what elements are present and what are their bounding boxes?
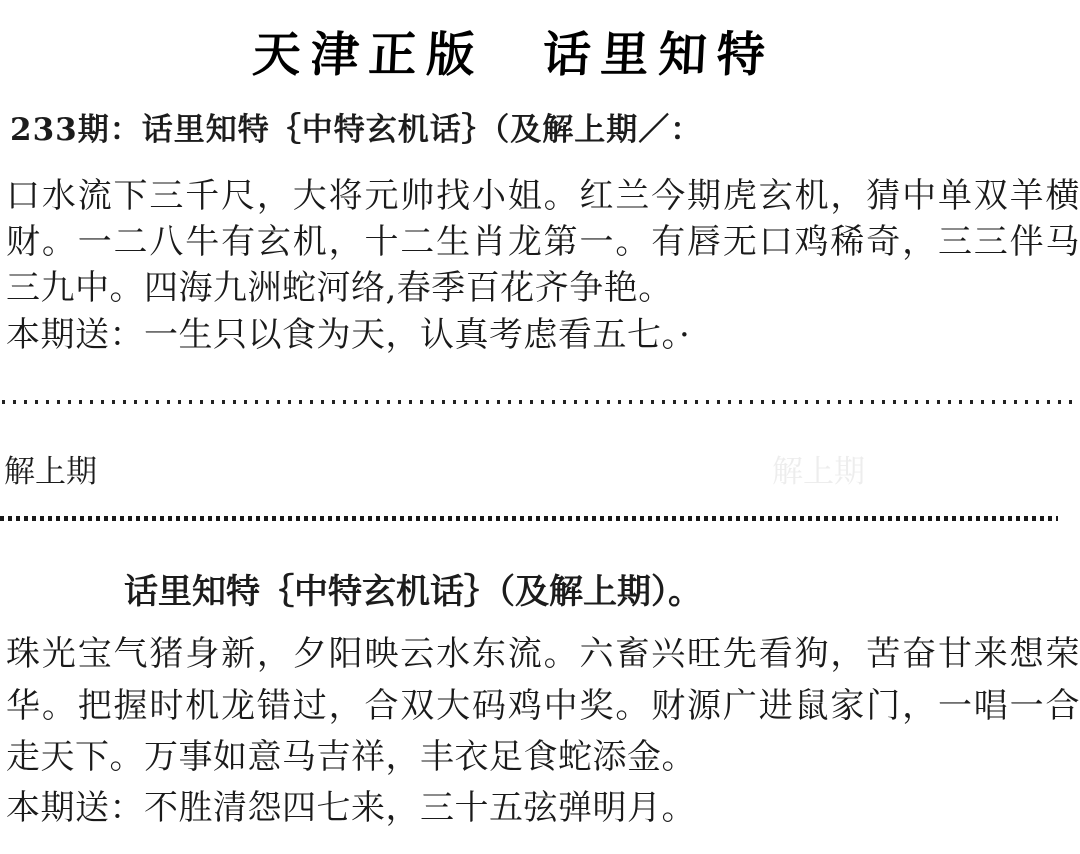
section2-line: 珠光宝气猪身新，夕阳映云水东流。六畜兴旺先看狗，苦奋甘来想荣 [6, 634, 1080, 674]
masthead-title: 天津正版 话里知特 [251, 27, 777, 83]
dotted-divider-thin [2, 400, 1078, 404]
section1-gift-line: 本期送：一生只以食为天，认真考虑看五七。· [6, 315, 691, 355]
section2-heading: 话里知特｛中特玄机话｝（及解上期）。 [124, 572, 702, 612]
section1-line: 财。一二八牛有玄机，十二生肖龙第一。有唇无口鸡稀奇，三三伴马 [6, 222, 1080, 262]
section2-gift-line: 本期送：不胜清怨四七来，三十五弦弹明月。 [6, 788, 696, 828]
jie-shang-qi-label: 解上期 [4, 454, 97, 490]
section1-line: 口水流下三千尺，大将元帅找小姐。红兰今期虎玄机，猜中单双羊横 [6, 176, 1080, 216]
issue-heading: 233期：话里知特｛中特玄机话｝（及解上期／： [10, 112, 703, 148]
jie-shang-qi-ghost-text: 解上期 [772, 454, 865, 490]
section1-line: 三九中。四海九洲蛇河络,春季百花齐争艳。 [6, 268, 673, 308]
dotted-divider-thick [0, 516, 1058, 521]
section2-line: 走天下。万事如意马吉祥，丰衣足食蛇添金。 [6, 737, 696, 777]
section2-line: 华。把握时机龙错过，合双大码鸡中奖。财源广进鼠家门，一唱一合 [6, 686, 1080, 726]
